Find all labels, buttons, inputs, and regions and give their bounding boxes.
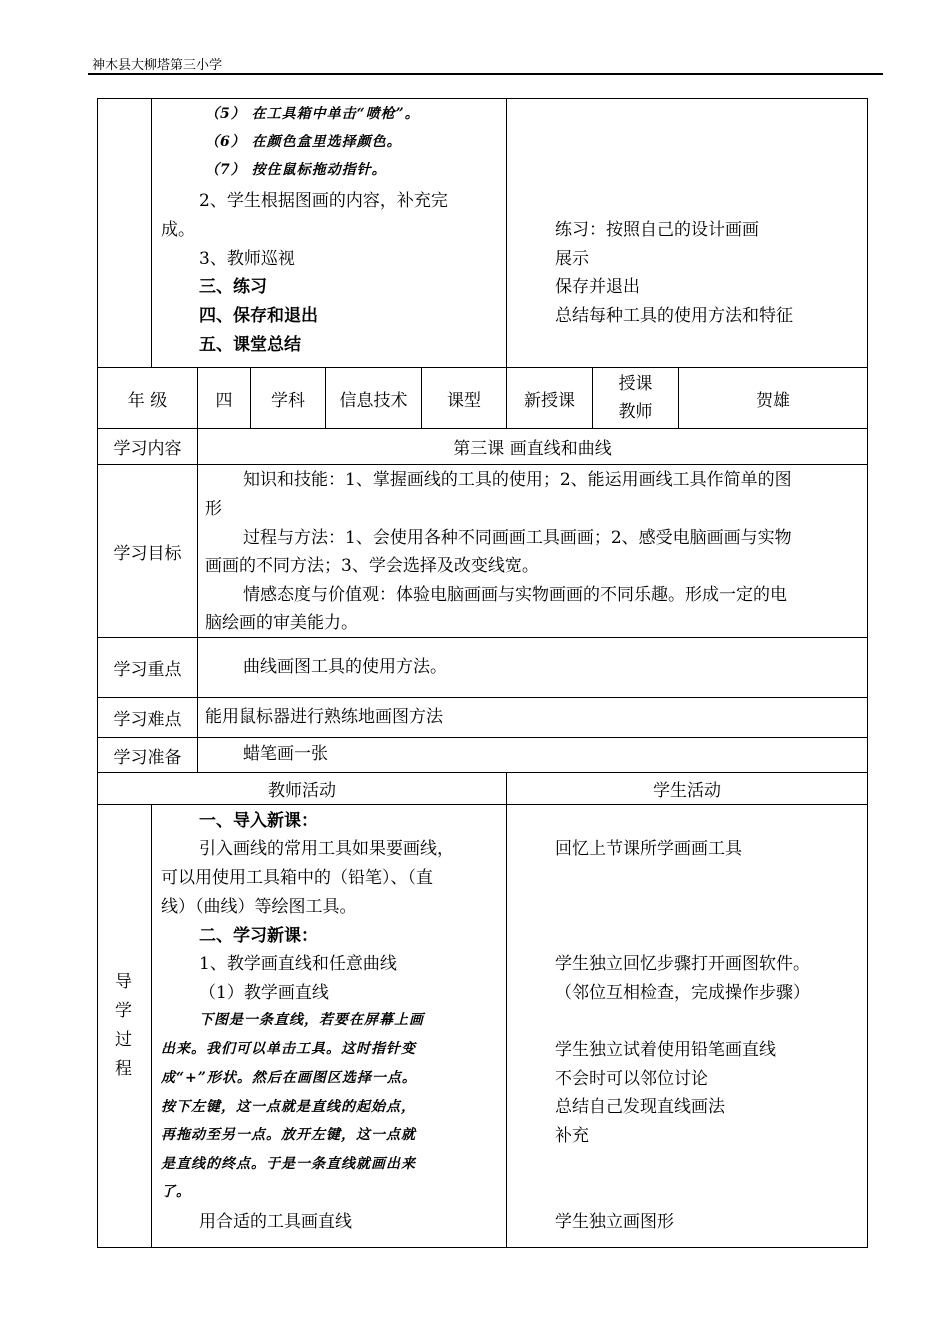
process-label-char: 导 [115,972,132,992]
grade-value: 四 [215,390,233,411]
process-label-char: 过 [115,1030,132,1050]
text-line: 2、学生根据图画的内容，补充完 [199,191,448,211]
school-header: 神木县大柳塔第三小学 [92,58,223,73]
section-heading: 四、保存和退出 [199,306,318,326]
section-heading: 二、学习新课： [199,926,318,946]
italic-line: 出来。我们可以单击工具。这时指针变 [161,1041,416,1057]
italic-line: 了。 [161,1184,191,1200]
student-line: 学生独立试着使用铅笔画直线 [555,1040,776,1060]
section-heading: 五、课堂总结 [199,335,301,355]
grade-label: 年 级 [127,390,168,411]
goal-line: 知识和技能：1、掌握画线的工具的使用；2、能运用画线工具作简单的图 [243,470,792,490]
italic-line: 再拖动至另一点。放开左键，这一点就 [161,1127,416,1143]
goal-line: 脑绘画的审美能力。 [205,613,358,633]
teacher-name: 贺雄 [756,390,790,411]
header-rule [88,73,883,75]
subject-label: 学科 [271,390,305,411]
step-6: （6） 在颜色盒里选择颜色。 [205,134,402,150]
process-label-char: 程 [115,1059,132,1079]
goal-line: 画画的不同方法；3、学会选择及改变线宽。 [205,556,539,576]
content-label: 学习内容 [113,439,182,459]
text-line: 成。 [161,220,195,240]
difficulty-value: 能用鼠标器进行熟练地画图方法 [205,707,443,727]
student-line: 保存并退出 [555,277,640,297]
text-line: （1）教学画直线 [199,983,329,1003]
student-line: （邻位互相检查，完成操作步骤） [555,983,810,1003]
text-line: 线）（曲线）等绘图工具。 [161,897,357,917]
teacher-label [593,368,678,428]
goal-line: 形 [205,499,222,519]
teacher-label-line2: 教师 [618,402,653,422]
student-line: 回忆上节课所学画画工具 [555,839,742,859]
text-line: 引入画线的常用工具如果要画线， [199,839,454,859]
content-value: 第三课 画直线和曲线 [453,439,612,459]
goals-label: 学习目标 [113,543,182,564]
student-line: 学生独立画图形 [555,1212,674,1232]
subject-value: 信息技术 [339,390,408,411]
teacher-activities-header: 教师活动 [268,781,336,801]
student-line: 补充 [555,1126,589,1146]
teacher-label-line1: 授课 [618,374,653,394]
italic-line: 按下左键，这一点就是直线的起始点， [161,1099,416,1115]
student-line: 总结每种工具的使用方法和特征 [555,306,793,326]
prep-value: 蜡笔画一张 [243,744,328,764]
focus-value: 曲线画图工具的使用方法。 [243,657,447,677]
student-line: 不会时可以邻位讨论 [555,1069,708,1089]
student-line: 展示 [555,249,589,269]
section-heading: 三、练习 [199,277,267,297]
step-7: （7） 按住鼠标拖动指针。 [205,162,387,178]
difficulty-label: 学习难点 [113,710,182,730]
italic-line: 是直线的终点。于是一条直线就画出来 [161,1156,416,1172]
lesson-type-label: 课型 [447,390,481,411]
text-line: 可以用使用工具箱中的（铅笔）、（直 [161,868,433,888]
text-line: 1、教学画直线和任意曲线 [199,954,397,974]
student-line: 练习：按照自己的设计画画 [555,220,759,240]
text-line: 3、教师巡视 [199,249,295,269]
prep-label: 学习准备 [113,747,182,768]
italic-line: 下图是一条直线，若要在屏幕上画 [199,1012,424,1028]
student-activities-header: 学生活动 [653,781,721,801]
goal-line: 过程与方法：1、会使用各种不同画画工具画画；2、感受电脑画画与实物 [243,528,792,548]
section-heading: 一、导入新课： [199,811,318,831]
student-line: 学生独立回忆步骤打开画图软件。 [555,954,810,974]
process-label-char: 学 [115,1001,132,1021]
student-line: 总结自己发现直线画法 [555,1097,725,1117]
italic-line: 成“+”形状。然后在画图区选择一点。 [161,1070,417,1086]
lesson-type-value: 新授课 [524,390,575,411]
text-line: 用合适的工具画直线 [199,1212,352,1232]
focus-label: 学习重点 [113,660,182,680]
step-5: （5） 在工具箱中单击“喷枪”。 [205,106,420,122]
goal-line: 情感态度与价值观：体验电脑画画与实物画画的不同乐趣。形成一定的电 [243,585,787,605]
